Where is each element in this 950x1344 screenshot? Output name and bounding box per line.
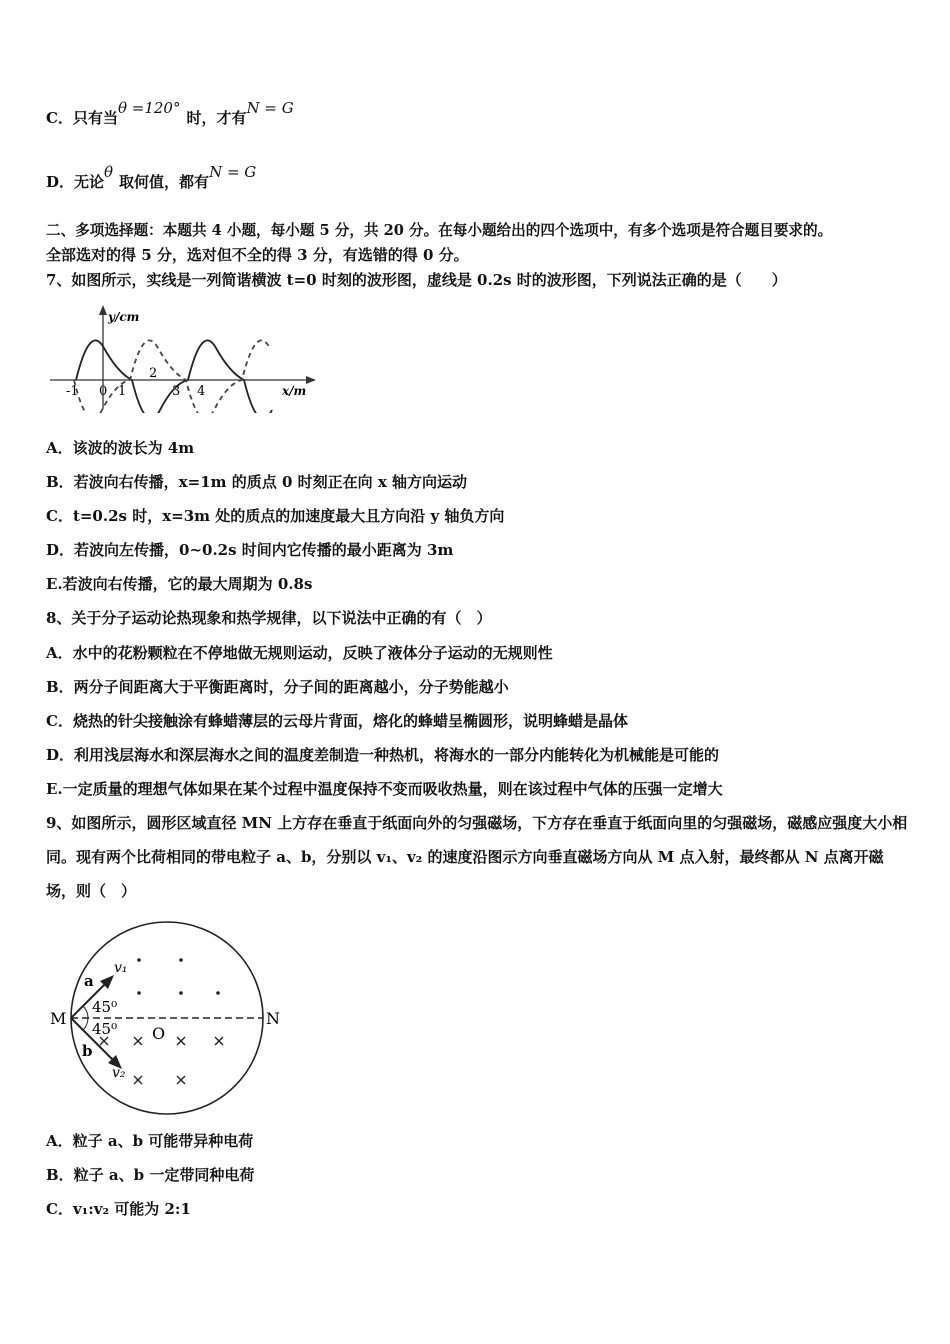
q7-option-e: E.若波向右传播，它的最大周期为 0.8s (46, 575, 313, 593)
q6-option-c-equation: N = G (246, 99, 294, 117)
q9-magnetic-field-figure (44, 920, 284, 1120)
q9-angle-bottom: 45⁰ (92, 1020, 118, 1038)
q7-option-c: C．t=0.2s 时，x=3m 处的质点的加速度最大且方向沿 y 轴负方向 (46, 507, 505, 525)
q7-tick-4: 4 (197, 384, 206, 399)
q6-option-d-theta: θ (104, 163, 114, 181)
q8-option-e: E.一定质量的理想气体如果在某个过程中温度保持不变而吸收热量，则在该过程中气体的压强一定增大 (46, 780, 723, 798)
q9-stem: 9、如图所示，圆形区域直径 MN 上方存在垂直于纸面向外的匀强磁场，下方存在垂直于纸面向里的匀强磁场，磁感应强度大小相同。现有两个比荷相同的带电粒子 a、b，分别以 v₁、v₂ 的速度沿图示方向垂直磁场方向从 M 点入射，最终都从 N 点离开磁场，则（ ） (46, 814, 908, 900)
q6-option-c-mid: 时，才有 (186, 109, 247, 127)
q8-option-a: A．水中的花粉颗粒在不停地做无规则运动，反映了液体分子运动的无规则性 (46, 644, 553, 662)
q7-tick-0: 0 (99, 384, 108, 399)
q9-label-n: N (266, 1009, 280, 1028)
section2-line2: 全部选对的得 5 分，选对但不全的得 3 分，有选错的得 0 分。 (46, 246, 469, 264)
field-out-dot (179, 991, 183, 995)
q9-label-v2: v₂ (112, 1065, 126, 1081)
q9-option-b: B．粒子 a、b 一定带同种电荷 (46, 1166, 255, 1184)
q9-option-c: C．v₁:v₂ 可能为 2:1 (46, 1200, 191, 1218)
field-in-cross (100, 1037, 108, 1045)
field-out-dot (137, 958, 141, 962)
q9-label-a: a (84, 972, 94, 990)
section2-line1: 二、多项选择题：本题共 4 小题，每小题 5 分，共 20 分。在每小题给出的四个选项中，有多个选项是符合题目要求的。 (46, 222, 833, 239)
q7-tick-neg1: -1 (66, 384, 79, 399)
q9-angle-arc-top (83, 1006, 88, 1018)
q8-stem: 8、关于分子运动论热现象和热学规律，以下说法中正确的有（ ） (46, 609, 492, 627)
field-in-cross (134, 1076, 142, 1084)
q9-label-m: M (50, 1009, 67, 1028)
field-in-cross (177, 1076, 185, 1084)
field-in-cross (177, 1037, 185, 1045)
q9-label-o: O (152, 1024, 166, 1043)
q9-angle-top: 45⁰ (92, 998, 118, 1016)
q7-x-arrow (306, 376, 316, 384)
q7-y-arrow (99, 305, 107, 315)
q6-option-d-prefix: D．无论 (46, 173, 105, 191)
q6-option-c-prefix: C．只有当 (46, 109, 118, 127)
q7-wave-figure (44, 303, 324, 413)
q9-label-b: b (82, 1042, 93, 1060)
q7-stem: 7、如图所示，实线是一列简谐横波 t=0 时刻的波形图，虚线是 0.2s 时的波形图，下列说法正确的是（ ） (46, 271, 787, 289)
q7-tick-2: 2 (149, 366, 158, 381)
q8-option-b: B．两分子间距离大于平衡距离时，分子间的距离越小，分子势能越小 (46, 678, 509, 696)
q6-option-c-theta-expr: θ =120° (117, 99, 181, 117)
q7-option-d: D．若波向左传播，0~0.2s 时间内它传播的最小距离为 3m (46, 541, 454, 559)
q9-angle-arc-bottom (83, 1018, 88, 1030)
q8-option-d: D．利用浅层海水和深层海水之间的温度差制造一种热机，将海水的一部分内能转化为机械能是可能的 (46, 746, 720, 764)
field-out-dot (216, 991, 220, 995)
field-out-dot (179, 958, 183, 962)
q7-option-a: A．该波的波长为 4m (46, 439, 195, 457)
q7-tick-3: 3 (172, 384, 181, 399)
q8-option-c: C．烧热的针尖接触涂有蜂蜡薄层的云母片背面，熔化的蜂蜡呈椭圆形，说明蜂蜡是晶体 (46, 712, 628, 730)
q9-label-v1: v₁ (114, 960, 128, 976)
field-in-cross (215, 1037, 223, 1045)
q7-x-label: x/m (282, 384, 307, 398)
q9-option-a: A．粒子 a、b 可能带异种电荷 (46, 1132, 254, 1150)
field-in-cross (134, 1037, 142, 1045)
q7-y-label: y/cm (108, 310, 140, 324)
q7-option-b: B．若波向右传播，x=1m 的质点 0 时刻正在向 x 轴方向运动 (46, 473, 467, 491)
q6-option-d-equation: N = G (209, 163, 257, 181)
q6-option-d-mid: 取何值，都有 (119, 173, 210, 191)
q6-option-d (46, 163, 262, 192)
field-out-dot (137, 991, 141, 995)
q7-tick-1: 1 (118, 384, 127, 399)
q6-option-c (46, 99, 300, 128)
